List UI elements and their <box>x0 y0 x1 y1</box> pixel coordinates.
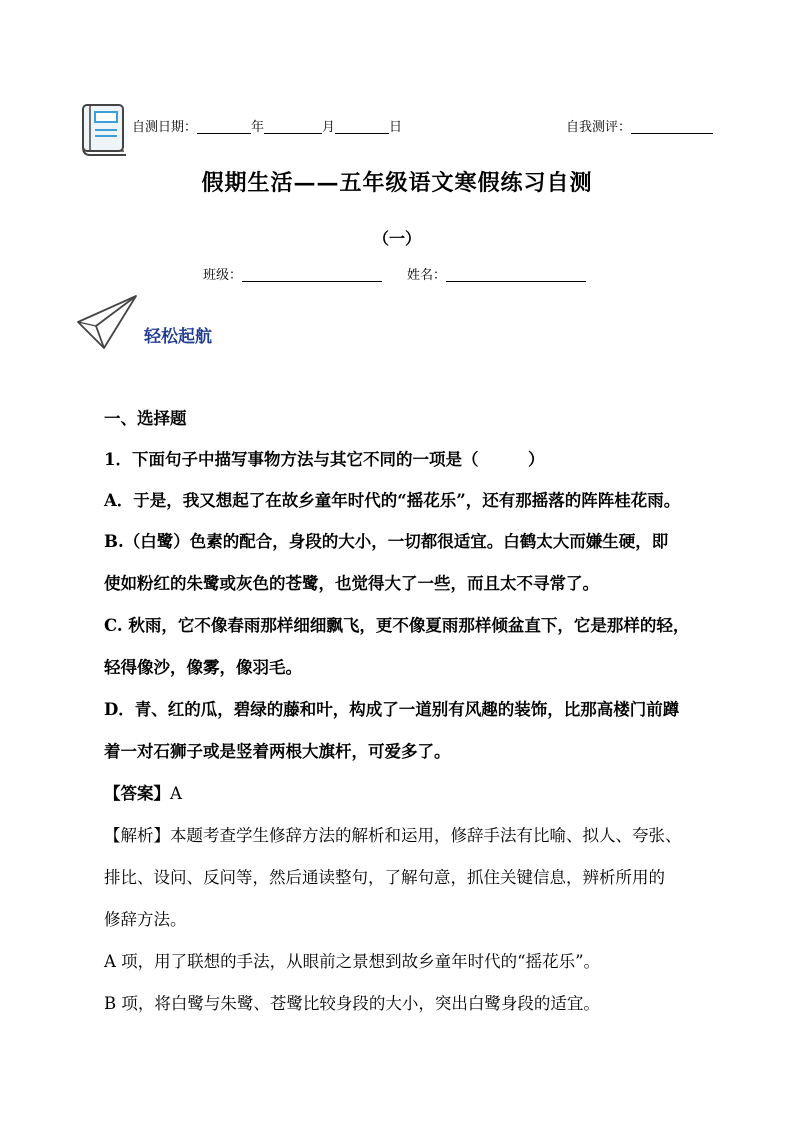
class-label: 班级： <box>203 268 243 283</box>
page-subtitle: （一） <box>372 229 421 248</box>
class-blank[interactable] <box>242 267 382 282</box>
class-field <box>203 264 382 283</box>
name-blank[interactable] <box>446 267 586 282</box>
month-blank[interactable] <box>264 119 322 134</box>
option-d-line-1: D．青、红的瓜，碧绿的藤和叶，构成了一道别有风趣的装饰，比那高楼门前蹲 <box>104 700 680 719</box>
option-d-line-2: 着一对石狮子或是竖着两根大旗杆，可爱多了。 <box>104 742 451 761</box>
option-b-line-1: B.（白鹭）色素的配合，身段的大小，一切都很适宜。白鹤太大而嫌生硬，即 <box>104 532 669 551</box>
self-eval-blank[interactable] <box>631 119 713 134</box>
paper-plane-icon <box>76 294 140 352</box>
date-field <box>132 116 402 135</box>
option-b-line-2: 使如粉红的朱鹭或灰色的苍鹭，也觉得大了一些，而且太不寻常了。 <box>104 574 599 593</box>
name-label: 姓名： <box>407 268 447 283</box>
question-stem: 1．下面句子中描写事物方法与其它不同的一项是（ ） <box>104 450 545 469</box>
analysis-line-2: 排比、设问、反问等，然后通读整句，了解句意，抓住关键信息，辨析所用的 <box>104 868 665 887</box>
section-title: 轻松起航 <box>144 327 212 347</box>
day-label: 日 <box>389 120 403 135</box>
option-a: A．于是，我又想起了在故乡童年时代的“摇花乐”，还有那摇落的阵阵桂花雨。 <box>104 491 681 510</box>
day-blank[interactable] <box>335 119 389 134</box>
analysis-line-5: B 项，将白鹭与朱鹭、苍鹭比较身段的大小，突出白鹭身段的适宜。 <box>104 994 600 1013</box>
year-label: 年 <box>251 120 265 135</box>
self-eval-label: 自我测评： <box>566 120 632 135</box>
date-label: 自测日期： <box>132 120 198 135</box>
analysis-line-1: 【解析】本题考查学生修辞方法的解析和运用，修辞手法有比喻、拟人、夸张、 <box>104 826 682 845</box>
book-icon <box>80 103 130 159</box>
question-type-heading: 一、选择题 <box>104 409 187 428</box>
answer-label: 【答案】 <box>104 784 170 803</box>
analysis-line-3: 修辞方法。 <box>104 910 187 929</box>
month-label: 月 <box>322 120 336 135</box>
answer-line <box>104 786 182 803</box>
name-field <box>407 264 586 283</box>
year-blank[interactable] <box>197 119 251 134</box>
answer-value: A <box>170 784 182 803</box>
page-title: 假期生活——五年级语文寒假练习自测 <box>201 170 593 196</box>
self-eval-field <box>566 116 713 135</box>
analysis-line-4: A 项，用了联想的手法，从眼前之景想到故乡童年时代的“摇花乐”。 <box>104 952 601 971</box>
option-c-line-2: 轻得像沙，像雾，像羽毛。 <box>104 658 302 677</box>
option-c-line-1: C. 秋雨，它不像春雨那样细细飘飞，更不像夏雨那样倾盆直下，它是那样的轻， <box>104 616 690 635</box>
